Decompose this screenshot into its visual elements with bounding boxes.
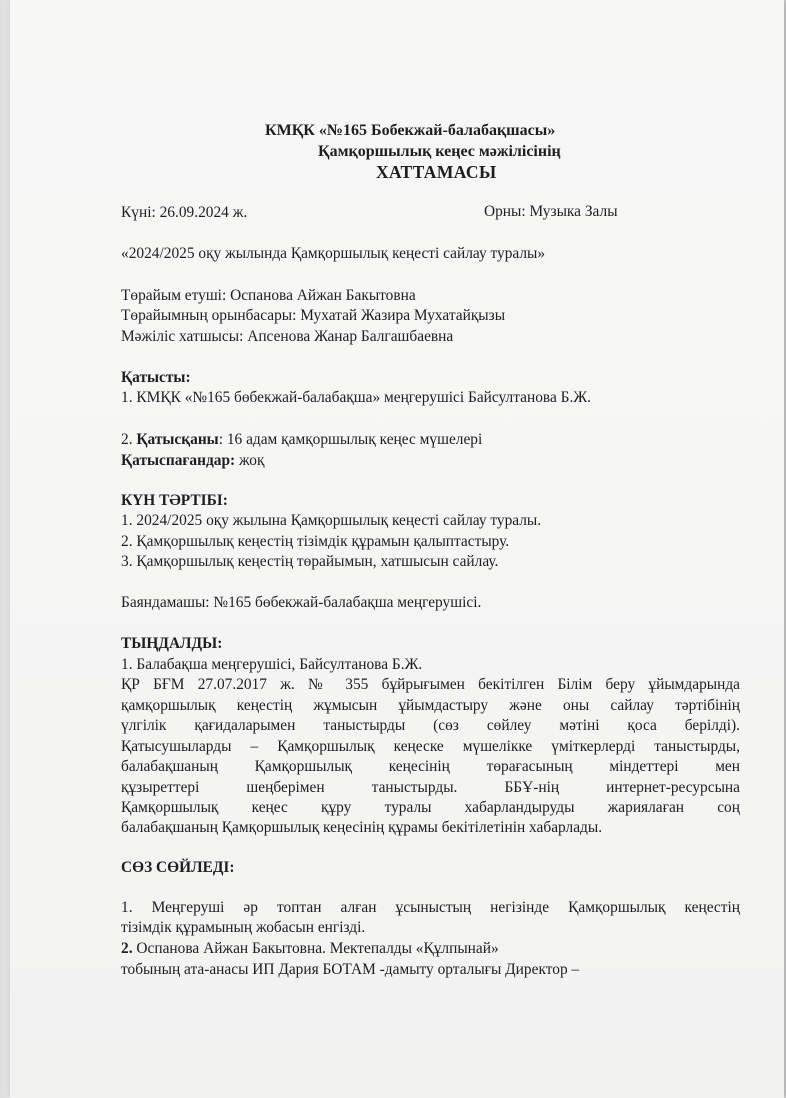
listened-paragraph-line: балабақшаның Қамқоршылық кеңесінің құрамы бекітілетінін хабарлады. (121, 819, 603, 836)
absent-line (121, 451, 264, 471)
listened-paragraph-line: балабақшаның Қамқоршылық кеңесінің төрағасының міндеттері мен (121, 758, 740, 775)
listened-paragraph-line: Қатысушыларды – Қамқоршылық кеңеске мүшелікке үміткерлерді таныстырды, (121, 738, 740, 755)
agenda-item-2: 2. Қамқоршылық кеңестің тізімдік құрамын қалыптастыру. (121, 533, 510, 550)
document-title: ХАТТАМАСЫ (376, 162, 497, 182)
listened-paragraph-line: Қамқоршылық кеңес құру туралы хабарландыруды жариялаған соң (121, 799, 740, 816)
agenda-item-3: 3. Қамқоршылық кеңестің төрайымын, хатшысын сайлау. (121, 553, 499, 570)
secretary-line: Мәжіліс хатшысы: Апсенова Жанар Балгашбаевна (121, 328, 454, 345)
participants-value: : 16 адам қамқоршылық кеңес мүшелері (218, 431, 483, 448)
participants-number: 2. (121, 431, 137, 448)
agenda-heading: КҮН ТӘРТІБІ: (121, 492, 228, 509)
participants-line (121, 430, 482, 450)
listened-paragraph-line: үлгілік қағидаларымен таныстырды (сөз сөйлеу мәтіні қоса берілді). (121, 717, 740, 734)
present-item-1: 1. КМҚК «№165 бөбекжай-балабақша» меңгерушісі Байсултанова Б.Ж. (121, 389, 591, 406)
listened-item-1: 1. Балабақша меңгерушісі, Байсултанова Б.Ж. (121, 656, 423, 673)
meeting-place: Орны: Музыка Залы (484, 203, 618, 220)
listened-heading: ТЫҢДАЛДЫ: (121, 635, 223, 652)
listened-paragraph-line: ҚР БҒМ 27.07.2017 ж. № 355 бұйрығымен бекітілген Білім беру ұйымдарында (121, 676, 740, 693)
spoke-heading: СӨЗ СӨЙЛЕДІ: (121, 859, 235, 876)
chair-line: Төрайым етуші: Оспанова Айжан Бакытовна (121, 287, 416, 304)
header-line-1: КМҚК «№165 Бобекжай-балабақшасы» (265, 122, 556, 139)
speaker-line: Баяндамашы: №165 бөбекжай-балабақша меңгерушісі. (121, 594, 482, 611)
spoke-item-2-number: 2. (121, 940, 133, 957)
present-heading: Қатысты: (121, 369, 191, 386)
spoke-item-2-continued: тобының ата-анасы ИП Дария БОТАМ -дамыту орталығы Директор – (121, 961, 580, 978)
meeting-date: Күні: 26.09.2024 ж. (121, 204, 248, 221)
absent-label: Қатыспағандар: (121, 452, 236, 469)
vice-chair-line: Төрайымның орынбасары: Мухатай Жазира Мухатайқызы (121, 307, 506, 324)
participants-label: Қатысқаны (136, 431, 219, 448)
agenda-item-1: 1. 2024/2025 оқу жылына Қамқоршылық кеңесті сайлау туралы. (121, 512, 542, 529)
spoke-item-2-text: Оспанова Айжан Бакытовна. Мектепалды «Құлпынай» (132, 940, 499, 957)
spoke-item-1-line: 1. Меңгеруші әр топтан алған ұсыныстың негізінде Қамқоршылық кеңестің (121, 899, 740, 916)
listened-paragraph-line: қамқоршылық кеңестің жұмысын ұйымдастыру және оны сайлау тәртібінің (121, 697, 740, 714)
absent-value: жоқ (235, 452, 265, 469)
header-line-2: Қамқоршылық кеңес мәжілісінің (318, 143, 561, 160)
meeting-topic: «2024/2025 оқу жылында Қамқоршылық кеңесті сайлау туралы» (121, 245, 546, 262)
spoke-item-2 (121, 939, 499, 959)
listened-paragraph-line: құзыреттері шеңберімен таныстырды. ББҰ-нің интернет-ресурсына (121, 779, 740, 796)
spoke-item-1-line: тізімдік құрамының жобасын енгізді. (121, 919, 366, 936)
